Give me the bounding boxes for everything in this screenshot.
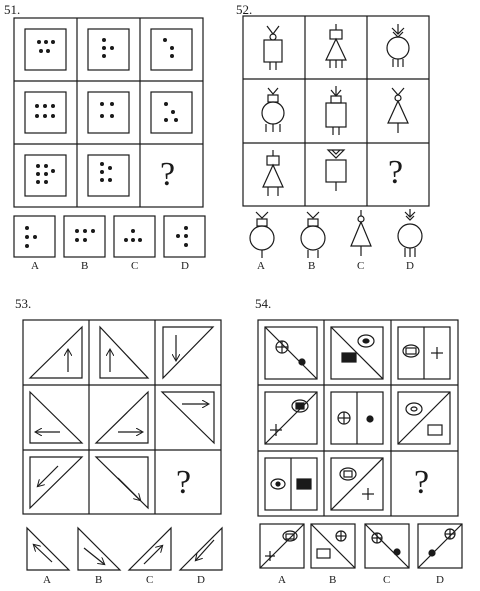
q53-option-c-label[interactable]: C <box>146 574 154 586</box>
question-number-52: 52. <box>236 2 253 17</box>
q53-option-d-label[interactable]: D <box>197 574 205 586</box>
q51-option-a-label[interactable]: A <box>31 260 39 272</box>
q52-cell-r1c1 <box>264 26 282 70</box>
question-number-53: 53. <box>15 296 32 311</box>
q52-cell-r3c2 <box>326 150 346 191</box>
q53-option-b-label[interactable]: B <box>95 574 103 586</box>
q52-cell-r2c3 <box>388 88 408 133</box>
q51-missing-mark: ? <box>160 156 176 193</box>
q54-option-a-label[interactable]: A <box>278 574 286 586</box>
question-number-51: 51. <box>4 2 21 17</box>
q53-options[interactable] <box>27 528 222 570</box>
q54-option-c-label[interactable]: C <box>383 574 391 586</box>
q52-cell-r2c2 <box>326 86 346 135</box>
q54-option-b-label[interactable]: B <box>329 574 337 586</box>
q52-cell-r1c3 <box>387 24 409 67</box>
q52-options[interactable] <box>250 209 422 258</box>
q54-option-d-label[interactable]: D <box>436 574 444 586</box>
q52-option-a-label[interactable]: A <box>257 260 265 272</box>
q51-option-c-label[interactable]: C <box>131 260 139 272</box>
q53-option-a-label[interactable]: A <box>43 574 51 586</box>
q52-option-b-label[interactable]: B <box>308 260 316 272</box>
q52-cell-r3c1 <box>263 150 283 196</box>
q51-option-b-label[interactable]: B <box>81 260 89 272</box>
q54-options[interactable] <box>260 524 462 568</box>
q54-missing-mark: ? <box>414 464 430 501</box>
q53-missing-mark: ? <box>176 464 192 501</box>
question-number-54: 54. <box>255 296 272 311</box>
q52-option-c-label[interactable]: C <box>357 260 365 272</box>
q52-cell-r1c2 <box>326 24 346 68</box>
q51-dots <box>35 38 178 184</box>
q51-option-d-label[interactable]: D <box>181 260 189 272</box>
q52-option-d-label[interactable]: D <box>406 260 414 272</box>
q52-cell-r2c1 <box>262 88 284 132</box>
q52-missing-mark: ? <box>388 154 404 191</box>
